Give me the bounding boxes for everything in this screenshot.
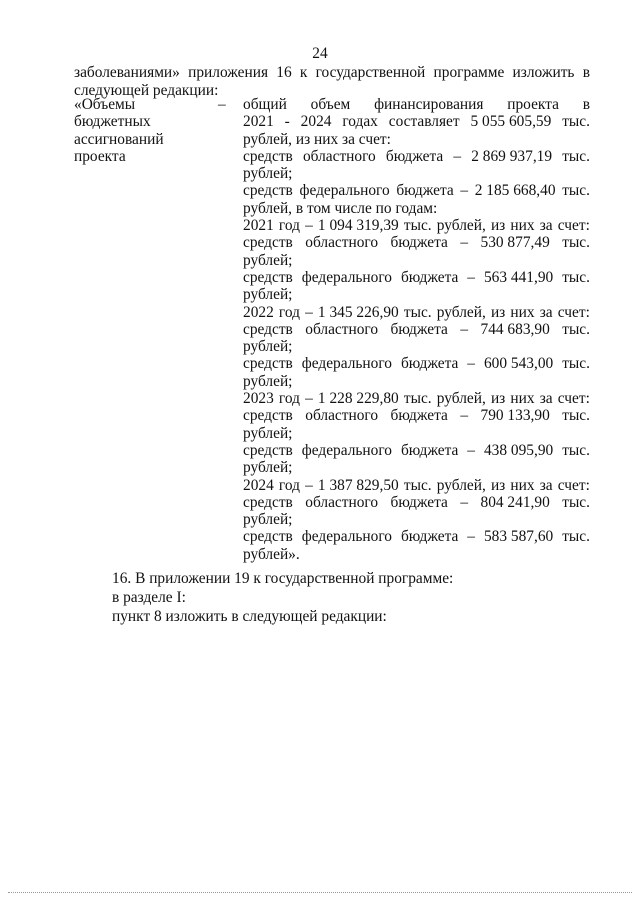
table-right-word: 804 241,90 xyxy=(480,493,550,511)
table-right-word: 2024 xyxy=(243,476,274,494)
table-right-line xyxy=(243,96,590,113)
table-right-word: федерального xyxy=(301,355,392,373)
table-right-word: общий xyxy=(243,96,287,113)
table-right-word: составляет xyxy=(388,113,460,131)
table-left-line: проекта xyxy=(74,147,126,165)
table-right-word: средств xyxy=(243,268,293,286)
table-right-word: – xyxy=(305,217,313,235)
table-right-word: тыс. xyxy=(562,441,590,459)
table-right-word: тыс. xyxy=(562,234,590,252)
table-right-line: рублей; xyxy=(243,251,293,269)
table-right-line xyxy=(243,269,590,286)
table-right-word: них xyxy=(510,217,535,235)
table-right-word: средств xyxy=(243,407,293,425)
table-right-word: бюджета xyxy=(390,234,448,252)
table-right-word: 2022 xyxy=(243,303,274,321)
table-right-word: бюджета xyxy=(400,441,459,459)
table-right-word: 2 185 668,40 xyxy=(474,182,556,200)
table-right-word: 1 345 226,90 xyxy=(317,303,399,321)
table-right-word: из xyxy=(490,217,506,235)
table-right-word: 5 055 605,59 xyxy=(470,113,552,131)
table-right-word: – xyxy=(460,320,469,338)
table-right-word: тыс. xyxy=(562,355,590,373)
table-right-word: бюджета xyxy=(390,320,448,338)
table-right-word: них xyxy=(510,303,535,321)
intro-line-1 xyxy=(74,64,590,82)
table-right-line xyxy=(243,182,590,199)
table-right-word: средств xyxy=(243,528,293,546)
table-right-word: 2021 xyxy=(243,217,274,235)
table-right-word: 438 095,90 xyxy=(483,441,554,459)
intro-word: в xyxy=(582,64,590,81)
table-right-content xyxy=(243,96,590,563)
table-right-word: – xyxy=(305,476,313,494)
table-right-word: 1 228 229,80 xyxy=(317,390,399,408)
intro-word: 16 xyxy=(276,64,292,81)
table-dash: – xyxy=(218,96,226,113)
table-right-word: за xyxy=(539,476,553,494)
tail-line: в разделе I: xyxy=(112,589,186,606)
table-right-word: проекта xyxy=(507,96,559,113)
table-right-word: в xyxy=(582,96,590,113)
table-right-word: областного xyxy=(302,147,376,165)
table-right-word: тыс. xyxy=(562,182,590,200)
table-right-word: федерального xyxy=(299,182,390,200)
table-right-word: 563 441,90 xyxy=(483,268,554,286)
table-right-word: 1 094 319,39 xyxy=(317,217,399,235)
table-right-word: областного xyxy=(305,234,379,252)
table-right-word: тыс. xyxy=(403,390,432,408)
table-left-line: ассигнований xyxy=(74,130,164,148)
table-right-word: тыс. xyxy=(562,268,590,286)
table-right-word: 1 387 829,50 xyxy=(317,476,399,494)
table-right-word: 2023 xyxy=(243,390,274,408)
table-right-word: 2021 xyxy=(243,113,274,131)
table-right-word: финансирования xyxy=(374,96,484,113)
table-right-word: бюджета xyxy=(390,407,448,425)
table-right-word: тыс. xyxy=(562,493,590,511)
table-right-line xyxy=(243,321,590,338)
intro-word: заболеваниями» xyxy=(74,64,180,81)
table-right-line: рублей; xyxy=(243,511,293,529)
intro-word: государственной xyxy=(315,64,426,81)
table-right-word: 583 587,60 xyxy=(483,528,554,546)
table-right-line: рублей, из них за счет: xyxy=(243,130,391,148)
table-right-word: – xyxy=(460,407,469,425)
table-right-word: 790 133,90 xyxy=(480,407,550,425)
table-right-word: – xyxy=(453,147,462,165)
table-right-word: 600 543,00 xyxy=(483,355,554,373)
table-right-word: счет: xyxy=(557,303,590,321)
table-right-word: тыс. xyxy=(562,407,590,425)
table-right-word: годах xyxy=(342,113,378,131)
table-right-line: рублей; xyxy=(243,286,293,304)
table-right-word: федерального xyxy=(301,441,392,459)
table-right-line xyxy=(243,234,590,251)
table-right-word: объем xyxy=(310,96,351,113)
table-right-word: бюджета xyxy=(400,528,459,546)
table-right-word: год xyxy=(278,303,300,321)
table-right-word: – xyxy=(467,355,475,373)
table-right-word: бюджета xyxy=(385,147,444,165)
table-right-word: – xyxy=(460,493,469,511)
table-right-line: рублей; xyxy=(243,424,293,442)
intro-word: программе xyxy=(433,64,505,81)
table-right-word: за xyxy=(539,303,553,321)
table-right-word: средств xyxy=(243,320,293,338)
table-right-word: тыс. xyxy=(562,528,590,546)
table-right-word: областного xyxy=(305,407,379,425)
table-right-line xyxy=(243,217,590,234)
page-number: 24 xyxy=(312,45,328,62)
table-right-word: тыс. xyxy=(562,320,590,338)
table-right-word: средств xyxy=(243,147,293,165)
table-right-word: – xyxy=(467,441,475,459)
table-right-line: рублей, в том числе по годам: xyxy=(243,199,438,217)
table-right-word: бюджета xyxy=(390,493,448,511)
table-left-line: бюджетных xyxy=(74,113,151,131)
table-right-word: год xyxy=(278,476,300,494)
intro-word: приложения xyxy=(188,64,269,81)
table-right-word: рублей, xyxy=(436,390,486,408)
table-right-word: тыс. xyxy=(562,113,590,131)
footer-rule xyxy=(8,892,632,893)
table-right-word: – xyxy=(467,528,475,546)
table-right-word: за xyxy=(539,217,553,235)
table-right-word: – xyxy=(460,234,469,252)
table-right-word: федерального xyxy=(301,528,392,546)
table-right-line: рублей; xyxy=(243,459,293,477)
table-right-word: – xyxy=(467,268,475,286)
table-right-word: бюджета xyxy=(400,355,459,373)
intro-word: изложить xyxy=(512,64,575,81)
table-right-line xyxy=(243,494,590,511)
table-right-word: средств xyxy=(243,234,293,252)
table-right-word: бюджета xyxy=(400,268,459,286)
table-right-word: год xyxy=(278,217,300,235)
table-right-line xyxy=(243,528,590,545)
table-right-word: 2 869 937,19 xyxy=(471,147,553,165)
table-right-word: год xyxy=(278,390,300,408)
table-right-word: счет: xyxy=(557,390,590,408)
table-right-word: средств xyxy=(243,182,293,200)
table-right-word: 2024 xyxy=(300,113,332,131)
table-right-line xyxy=(243,442,590,459)
table-right-line xyxy=(243,477,590,494)
table-right-word: из xyxy=(490,476,506,494)
table-right-line: рублей; xyxy=(243,165,293,183)
table-right-word: средств xyxy=(243,441,293,459)
table-right-word: областного xyxy=(305,493,379,511)
table-right-word: тыс. xyxy=(403,217,432,235)
table-right-word: тыс. xyxy=(403,476,432,494)
table-right-word: 744 683,90 xyxy=(480,320,550,338)
table-right-word: за xyxy=(539,390,553,408)
table-right-line xyxy=(243,113,590,130)
table-right-word: из xyxy=(490,303,506,321)
table-left-line: «Объемы xyxy=(74,96,136,113)
table-right-word: рублей, xyxy=(436,303,486,321)
table-right-word: из xyxy=(490,390,506,408)
table-right-word: них xyxy=(510,390,535,408)
table-right-word: бюджета xyxy=(396,182,454,200)
table-right-word: счет: xyxy=(557,476,590,494)
table-right-line xyxy=(243,304,590,321)
table-right-word: рублей, xyxy=(436,476,486,494)
tail-line: 16. В приложении 19 к государственной программе: xyxy=(112,570,454,587)
table-right-word: них xyxy=(510,476,535,494)
table-right-word: - xyxy=(284,113,290,131)
intro-line-2: следующей редакции: xyxy=(74,82,219,99)
table-right-line xyxy=(243,355,590,372)
table-right-word: средств xyxy=(243,355,293,373)
table-right-line: рублей; xyxy=(243,338,293,356)
table-right-word: счет: xyxy=(557,217,590,235)
table-right-word: федерального xyxy=(301,268,392,286)
table-right-line xyxy=(243,407,590,424)
table-right-word: – xyxy=(305,390,313,408)
table-right-word: тыс. xyxy=(403,303,432,321)
table-right-word: областного xyxy=(305,320,379,338)
table-right-word: 530 877,49 xyxy=(480,234,550,252)
table-right-word: – xyxy=(305,303,313,321)
table-right-word: – xyxy=(460,182,469,200)
table-right-line: рублей». xyxy=(243,545,300,563)
table-right-line xyxy=(243,148,590,165)
table-right-word: средств xyxy=(243,493,293,511)
table-right-word: рублей, xyxy=(436,217,486,235)
table-right-line xyxy=(243,390,590,407)
table-right-line: рублей; xyxy=(243,372,293,390)
tail-line: пункт 8 изложить в следующей редакции: xyxy=(112,608,387,625)
table-right-word: тыс. xyxy=(562,147,590,165)
intro-word: к xyxy=(299,64,308,81)
